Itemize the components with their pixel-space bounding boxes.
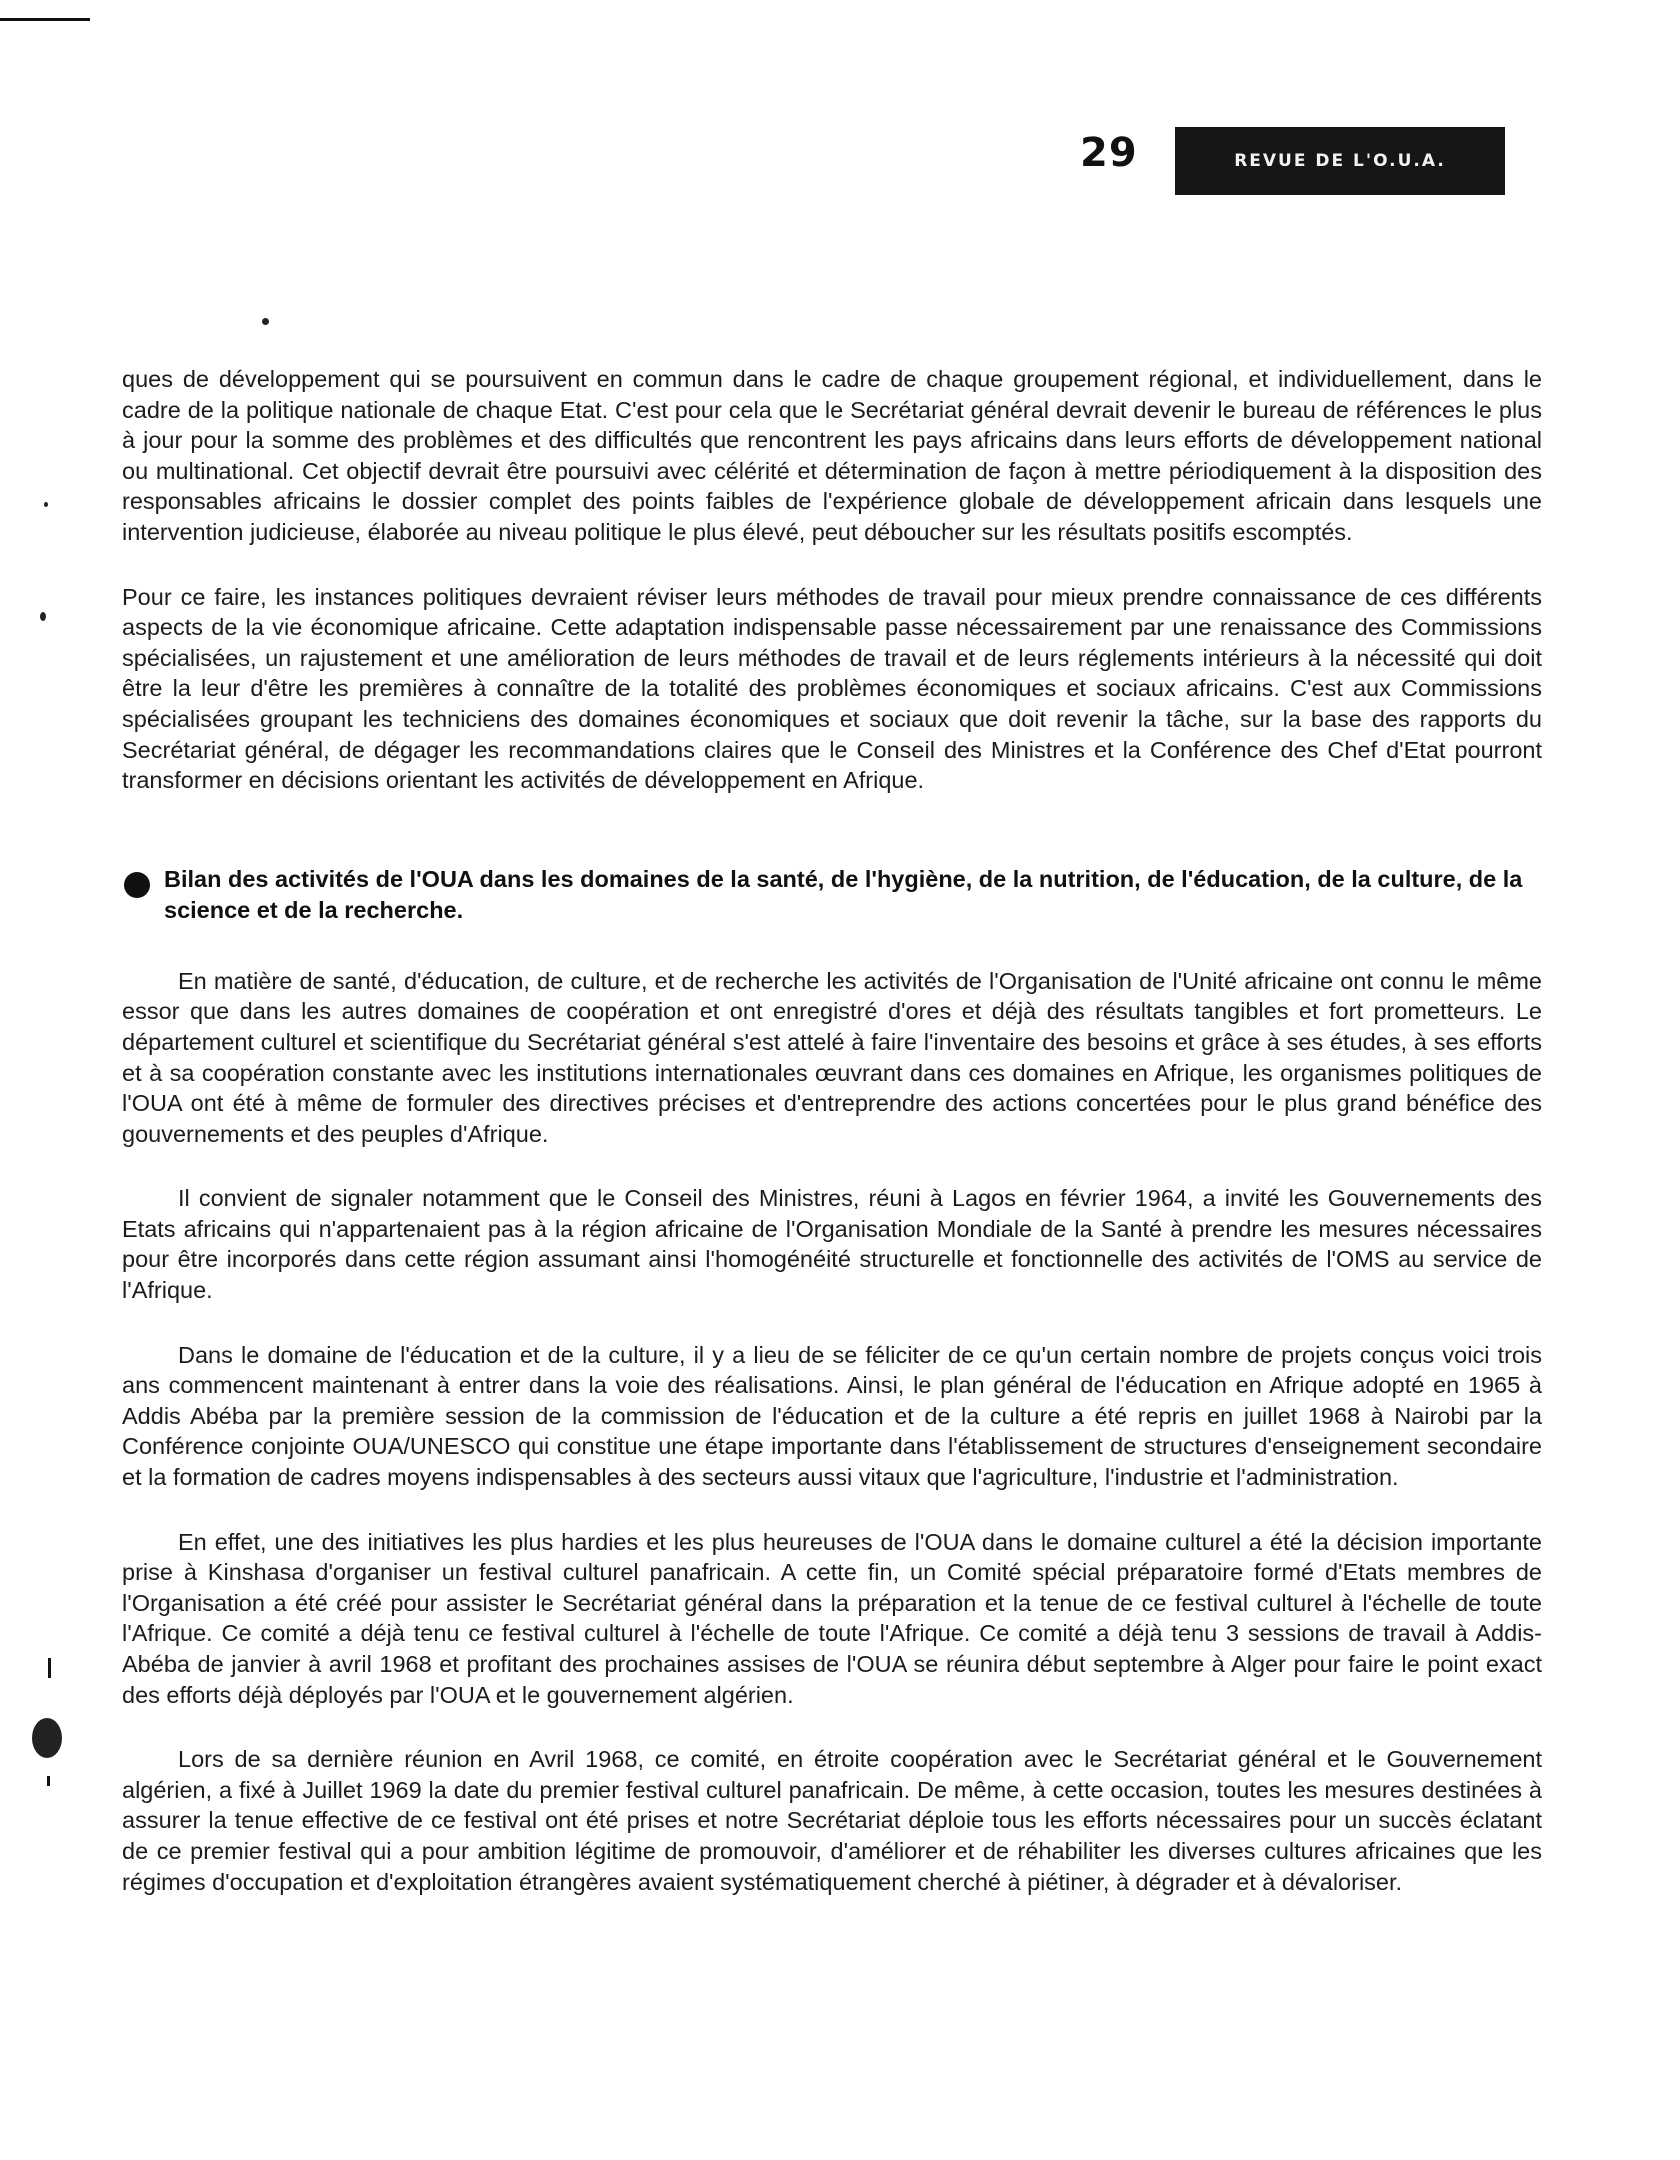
corner-rule — [0, 18, 90, 21]
article-body — [122, 364, 1542, 1897]
journal-banner — [1175, 127, 1505, 195]
margin-tick — [48, 1658, 51, 1678]
margin-tick — [47, 1776, 50, 1786]
paragraph: ques de développement qui se poursuivent en commun dans le cadre de chaque groupement régional, et individuellement, dans le cadre de la politique nationale de chaque Etat. C'est pour cela que le Secrétariat général devrait devenir le bureau de références le plus à jour pour la somme des problèmes et des difficultés que rencontrent les pays africains dans leurs efforts de développement national ou multinational. Cet objectif devrait être poursuivi avec célérité et détermination de façon à mettre périodiquement à la disposition des responsables africains le dossier complet des points faibles de l'expérience globale de développement africain dans lesquels une intervention judicieuse, élaborée au niveau politique le plus élevé, peut déboucher sur les résultats positifs escomptés. — [122, 366, 1542, 545]
paragraph: En effet, une des initiatives les plus hardies et les plus heureuses de l'OUA dans le domaine culturel a été la décision importante prise à Kinshasa d'organiser un festival culturel panafricain. A cette fin, un Comité spécial préparatoire formé d'Etats membres de l'Organisation a été créé pour assister le Secrétariat général dans la préparation et la tenue de ce festival culturel à l'échelle de toute l'Afrique. Ce comité a déjà tenu ce festival culturel à l'échelle de toute l'Afrique. Ce comité a déjà tenu 3 sessions de travail à Addis-Abéba de janvier à avril 1968 et profitant des prochaines assises de l'OUA se réunira début septembre à Alger pour faire le point exact des efforts déjà déployés par l'OUA et le gouvernement algérien. — [122, 1528, 1542, 1708]
paragraph: Il convient de signaler notamment que le Conseil des Ministres, réuni à Lagos en février 1964, a invité les Gouvernements des Etats africains qui n'appartenaient pas à la région africaine de l'Organisation Mondiale de la Santé à prendre les mesures nécessaires pour être incorporés dans cette région assumant ainsi l'homogénéité structurelle et fonctionnelle des activités de l'OMS au service de l'Afrique. — [122, 1185, 1542, 1304]
scan-speck — [40, 612, 46, 621]
paragraph: Dans le domaine de l'éducation et de la culture, il y a lieu de se féliciter de ce qu'un certain nombre de projets conçus voici trois ans commencent maintenant à entrer dans la voie des réalisations. Ainsi, le plan général de l'éducation en Afrique adopté en 1965 à Addis Abéba par la première session de la commission de l'éducation et de la culture a été repris en juillet 1968 à Nairobi par la Conférence conjointe OUA/UNESCO qui constitue une étape importante dans l'établissement de structures d'enseignement secondaire et la formation de cadres moyens indispensables à des secteurs aussi vitaux que l'agriculture, l'industrie et l'administration. — [122, 1341, 1542, 1491]
scan-speck — [262, 318, 269, 325]
section-heading — [122, 864, 1542, 926]
paragraph: En matière de santé, d'éducation, de culture, et de recherche les activités de l'Organisation de l'Unité africaine ont connu le même essor que dans les autres domaines de coopération et ont enregistré d'ores et déjà des résultats tangibles et fort prometteurs. Le département culturel et scientifique du Secrétariat général s'est attelé à faire l'inventaire des besoins et grâce à ses études, à ses efforts et à sa coopération constante avec les institutions internationales œuvrant dans ces domaines en Afrique, les organismes politiques de l'OUA ont été à même de formuler des directives précises et d'entreprendre des actions concertées pour le plus grand bénéfice des gouvernements et des peuples d'Afrique. — [122, 967, 1542, 1147]
bullet-icon — [124, 872, 150, 898]
scan-speck — [44, 502, 48, 507]
page-number: 29 — [1080, 130, 1138, 176]
margin-dot — [32, 1718, 62, 1758]
paragraph: Pour ce faire, les instances politiques devraient réviser leurs méthodes de travail pour mieux prendre connaissance de ces différents aspects de la vie économique africaine. Cette adaptation indispensable passe nécessairement par une renaissance des Commissions spécialisées, un rajustement et une amélioration de leurs méthodes de travail et de leurs réglements intérieurs à la nécessité qui doit être la leur d'être les premières à connaître de la totalité des problèmes économiques et sociaux africains. C'est aux Commissions spécialisées groupant les techniciens des domaines économiques et sociaux que doit revenir la tâche, sur la base des rapports du Secrétariat général, de dégager les recommandations claires que le Conseil des Ministres et la Conférence des Chef d'Etat pourront transformer en décisions orientant les activités de développement en Afrique. — [122, 583, 1542, 794]
paragraph: Lors de sa dernière réunion en Avril 1968, ce comité, en étroite coopération avec le Secrétariat général et le Gouvernement algérien, a fixé à Juillet 1969 la date du premier festival culturel panafricain. De même, à cette occasion, toutes les mesures destinées à assurer la tenue effective de ce festival ont été prises et notre Secrétariat déploie tous les efforts nécessaires pour un succès éclatant de ce premier festival qui a pour ambition légitime de promouvoir, d'améliorer et de réhabiliter les diverses cultures africaines que les régimes d'occupation et d'exploitation étrangères avaient systématiquement cherché à piétiner, à dégrader et à dévaloriser. — [122, 1746, 1542, 1895]
section-heading-text: Bilan des activités de l'OUA dans les domaines de la santé, de l'hygiène, de la nutrition, de l'éducation, de la culture, de la science et de la recherche. — [164, 865, 1523, 923]
journal-title: REVUE DE L'O.U.A. — [1234, 151, 1446, 171]
